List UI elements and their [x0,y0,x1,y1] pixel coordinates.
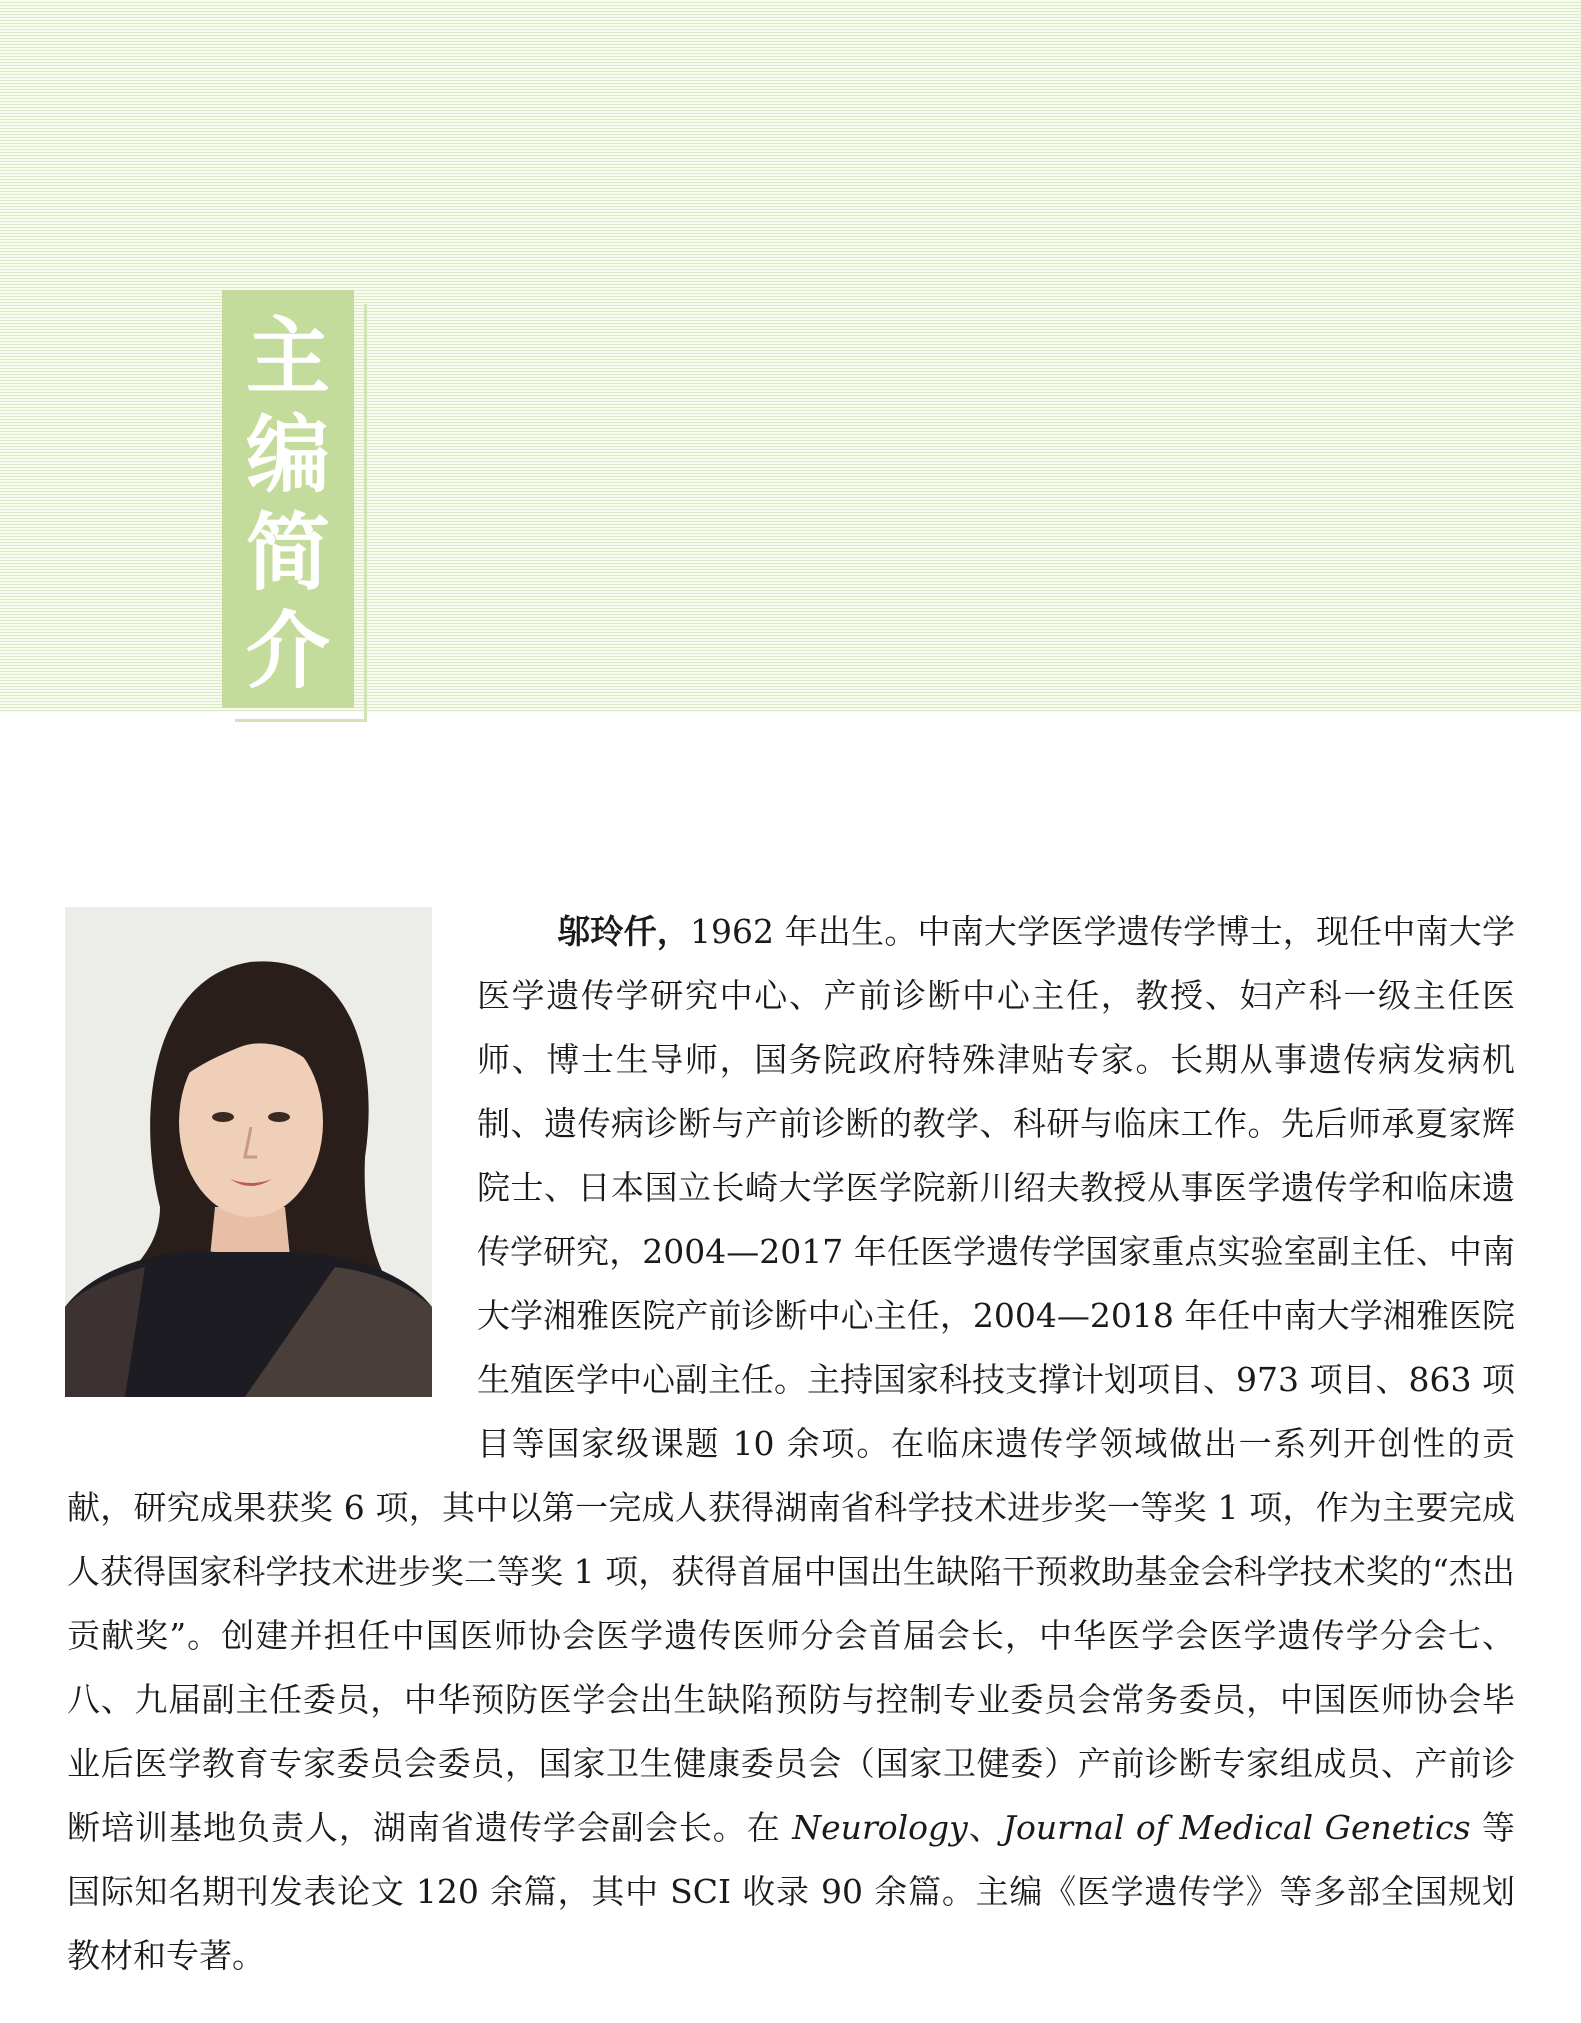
section-title-block [222,290,354,708]
title-char: 介 [245,601,330,700]
title-char: 简 [245,503,330,602]
bio-text-part2: 等国际知名期刊发表论文 120 余篇，其中 SCI 收录 90 余篇。主编《医学遗传学》等多部全国规划教材和专著。 [67,1808,1515,1975]
author-name: 邬玲仟， [557,912,691,951]
title-char: 主 [245,307,330,406]
title-char: 编 [245,405,330,504]
journal-separator: 、 [967,1808,1003,1847]
section-title [222,308,354,700]
journal-jmg: Journal of Medical Genetics [1002,1808,1471,1847]
author-biography [67,900,1515,1988]
photo-spacer [67,900,477,1430]
bio-text-part1: 1962 年出生。中南大学医学遗传学博士，现任中南大学医学遗传学研究中心、产前诊断中心主任，教授、妇产科一级主任医师、博士生导师，国务院政府特殊津贴专家。长期从事遗传病发病机制、遗传病诊断与产前诊断的教学、科研与临床工作。先后师承夏家辉院士、日本国立长崎大学医学院新川绍夫教授从事医学遗传学和临床遗传学研究，2004—2017 年任医学遗传学国家重点实验室副主任、中南大学湘雅医院产前诊断中心主任，2004—2018 年任中南大学湘雅医院生殖医学中心副主任。主持国家科技支撑计划项目、973 项目、863 项目等国家级课题 10 余项。在临床遗传学领域做出一系列开创性的贡献，研究成果获奖 6 项，其中以第一完成人获得湖南省科学技术进步奖一等奖 1 项，作为主要完成人获得国家科学技术进步奖二等奖 1 项，获得首届中国出生缺陷干预救助基金会科学技术奖的“杰出贡献奖”。创建并担任中国医师协会医学遗传医师分会首届会长，中华医学会医学遗传学分会七、八、九届副主任委员，中华预防医学会出生缺陷预防与控制专业委员会常务委员，中国医师协会毕业后医学教育专家委员会委员，国家卫生健康委员会（国家卫健委）产前诊断专家组成员、产前诊断培训基地负责人，湖南省遗传学会副会长。在 [67,912,1515,1847]
journal-neurology: Neurology [792,1808,968,1847]
